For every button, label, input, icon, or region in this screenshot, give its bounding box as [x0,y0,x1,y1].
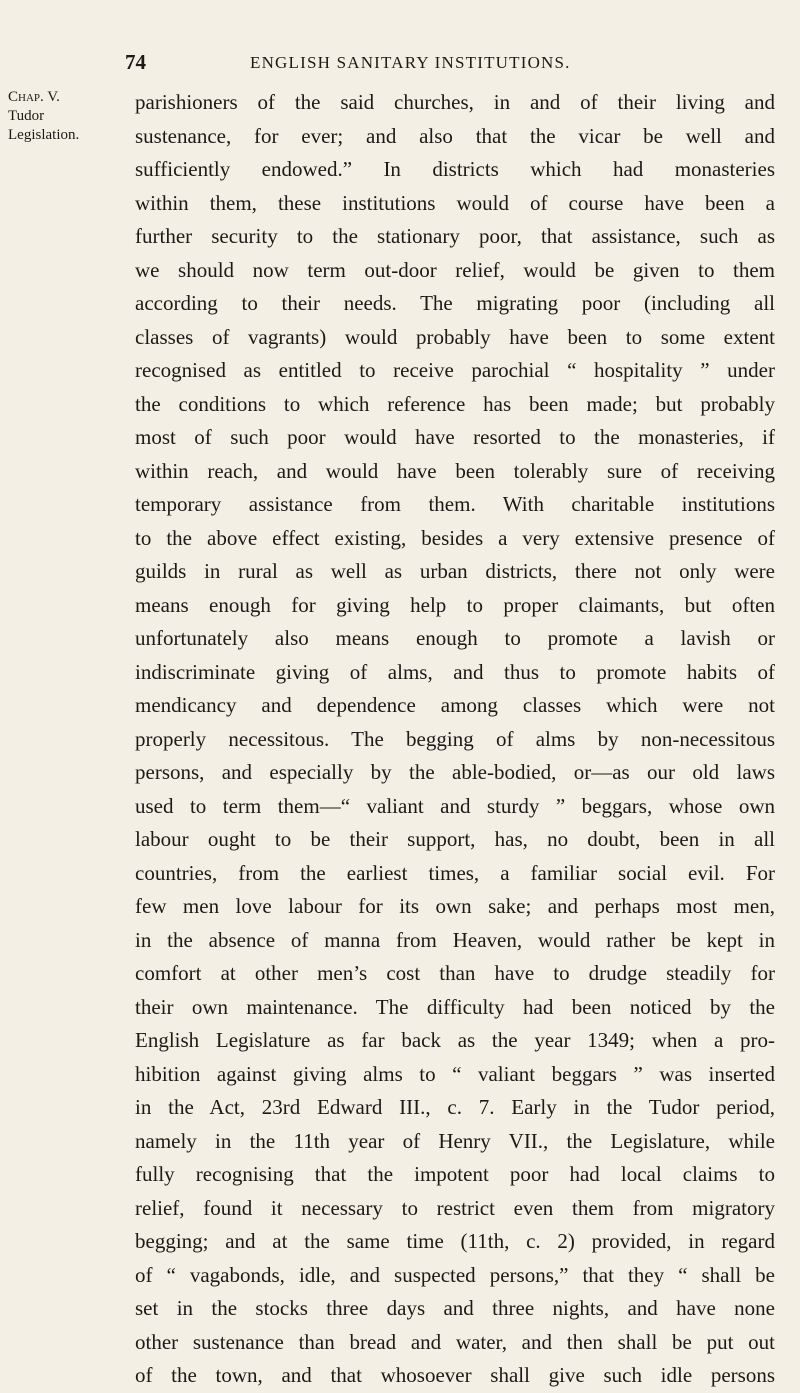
text-line: namely in the 11th year of Henry VII., the Legislature, while [135,1128,775,1153]
text-line: unfortunately also means enough to promote a lavish or [135,626,775,650]
margin-note [8,88,118,145]
text-line: set in the stocks three days and three nights, and have none [135,1296,775,1320]
text-line: in the absence of manna from Heaven, would rather be kept in [135,927,775,952]
text-line: fully recognising that the impotent poor had local claims to [135,1162,775,1186]
text-line: properly necessitous. The begging of alms by non-necessitous [135,726,775,751]
text-line: parishioners of the said churches, in and of their living and [135,90,775,114]
text-line: to the above effect existing, besides a very extensive presence of [135,525,775,550]
text-line: mendicancy and dependence among classes which were not [135,693,775,717]
margin-note-chapter: Chap. V. [8,89,60,105]
text-line: other sustenance than bread and water, and then shall be put out [135,1329,775,1354]
text-line: relief, found it necessary to restrict even them from migratory [135,1195,775,1220]
text-line: recognised as entitled to receive parochial “ hospitality ” under [135,358,775,382]
text-line: of “ vagabonds, idle, and suspected persons,” that they “ shall be [135,1262,775,1287]
text-line: according to their needs. The migrating poor (including all [135,291,775,315]
text-line: sustenance, for ever; and also that the vicar be well and [135,123,775,148]
text-line: of the town, and that whosoever shall give such idle persons [135,1363,775,1387]
text-line: hibition against giving alms to “ valiant beggars ” was inserted [135,1061,775,1086]
text-line: few men love labour for its own sake; and perhaps most men, [135,894,775,918]
text-line: begging; and at the same time (11th, c. 2) provided, in regard [135,1229,775,1253]
text-line: temporary assistance from them. With charitable institutions [135,492,775,516]
text-line: classes of vagrants) would probably have been to some extent [135,324,775,349]
text-line: in the Act, 23rd Edward III., c. 7. Early in the Tudor period, [135,1095,775,1119]
page-header [0,50,800,80]
text-line: most of such poor would have resorted to the monasteries, if [135,425,775,449]
margin-note-topic-2: Legislation. [8,127,80,143]
text-line: used to term them—“ valiant and sturdy ” beggars, whose own [135,793,775,818]
text-line: within them, these institutions would of course have been a [135,190,775,215]
body-text [135,86,775,1393]
text-line: countries, from the earliest times, a familiar social evil. For [135,860,775,885]
text-line: persons, and especially by the able-bodied, or—as our old laws [135,760,775,784]
page-number: 74 [125,50,146,74]
text-line: within reach, and would have been tolerably sure of receiving [135,458,775,483]
text-line: comfort at other men’s cost than have to drudge steadily for [135,961,775,985]
text-line: we should now term out-door relief, would be given to them [135,257,775,282]
text-line: the conditions to which reference has been made; but probably [135,391,775,416]
running-title: ENGLISH SANITARY INSTITUTIONS. [250,53,571,72]
text-line: English Legislature as far back as the year 1349; when a pro- [135,1028,775,1052]
text-line: means enough for giving help to proper claimants, but often [135,592,775,617]
margin-note-topic-1: Tudor [8,108,45,124]
text-line: indiscriminate giving of alms, and thus to promote habits of [135,659,775,684]
text-line: further security to the stationary poor, that assistance, such as [135,224,775,248]
text-line: sufficiently endowed.” In districts which had monasteries [135,157,775,181]
text-line: guilds in rural as well as urban districts, there not only were [135,559,775,583]
text-line: labour ought to be their support, has, no doubt, been in all [135,827,775,851]
text-line: their own maintenance. The difficulty had been noticed by the [135,994,775,1019]
